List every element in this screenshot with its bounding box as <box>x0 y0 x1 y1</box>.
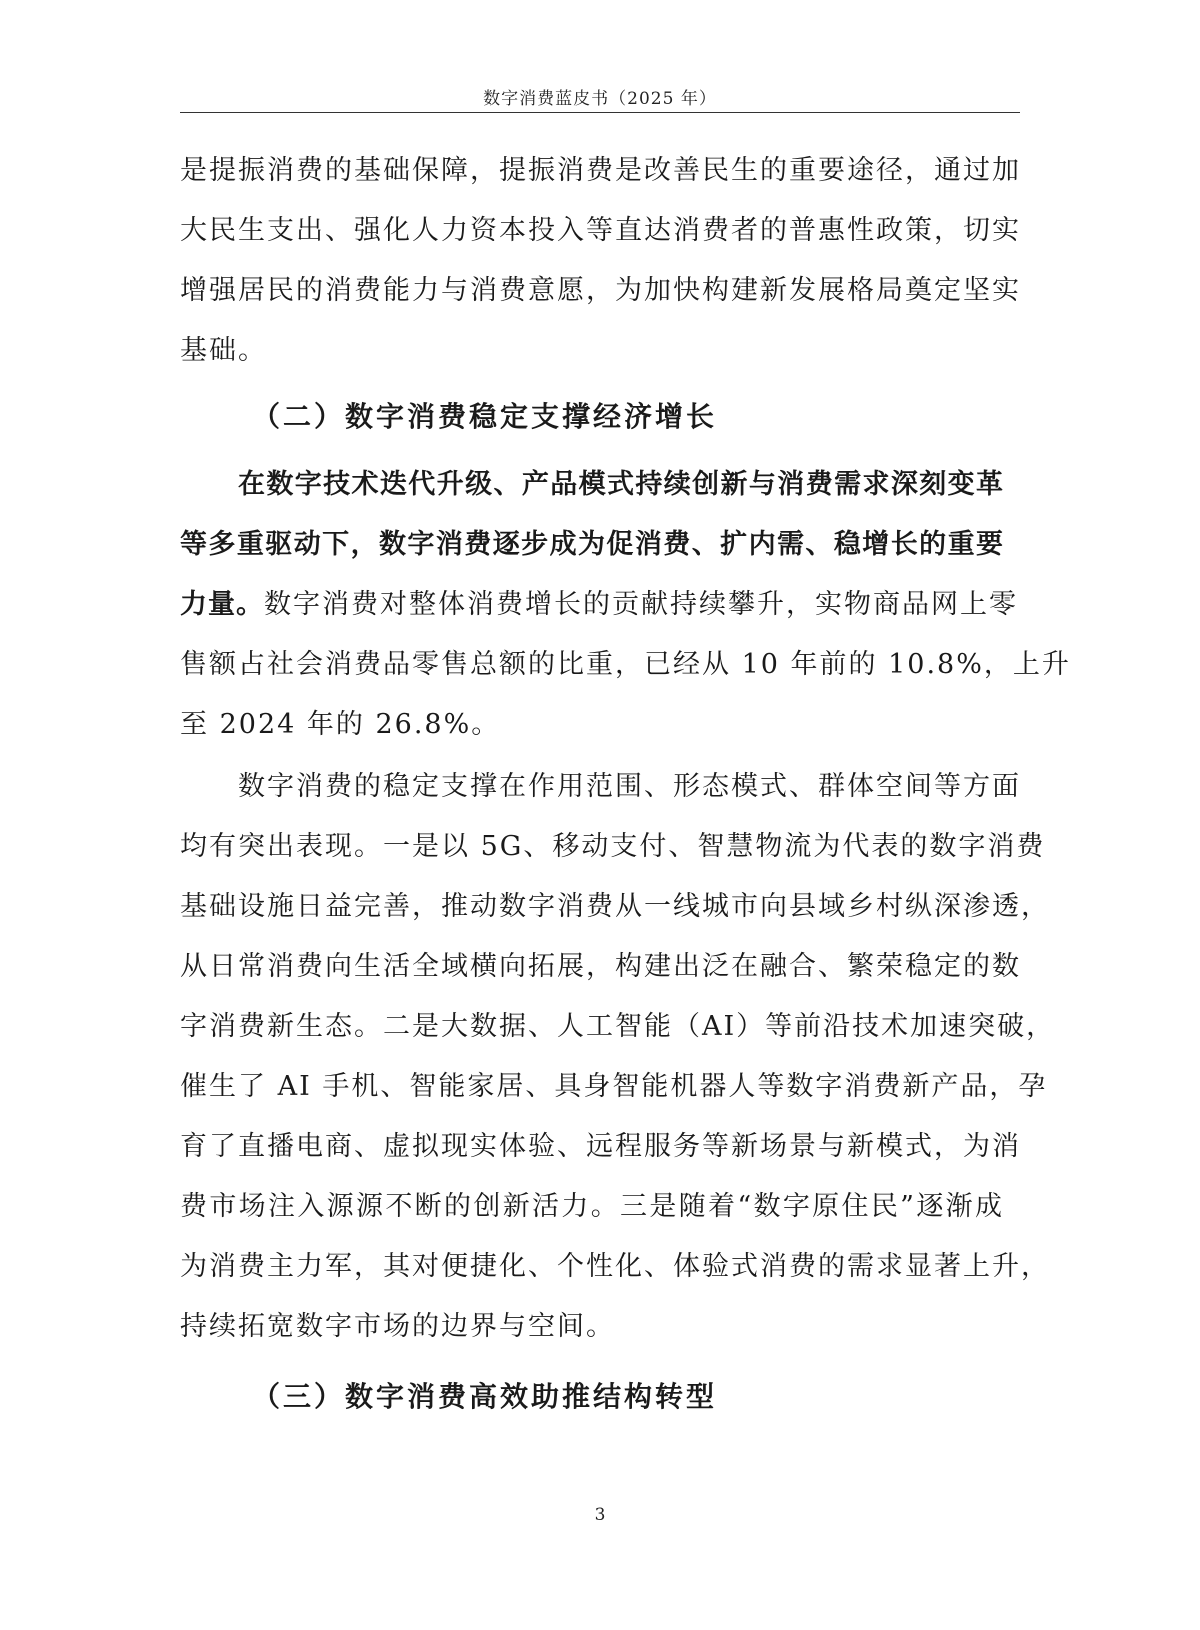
text-line: 基础。 <box>180 335 267 366</box>
text-line: 为消费主力军，其对便捷化、个性化、体验式消费的需求显著上升， <box>180 1251 1050 1282</box>
text-line: 催生了 AI 手机、智能家居、具身智能机器人等数字消费新产品，孕 <box>180 1071 1048 1102</box>
text-line: 均有突出表现。一是以 5G、移动支付、智慧物流为代表的数字消费 <box>180 831 1046 862</box>
text-line: 售额占社会消费品零售总额的比重，已经从 10 年前的 10.8%，上升 <box>180 649 1071 680</box>
text-line: 持续拓宽数字市场的边界与空间。 <box>180 1311 615 1342</box>
text-line: 增强居民的消费能力与消费意愿，为加快构建新发展格局奠定坚实 <box>180 275 1021 306</box>
text-line-bold: 等多重驱动下，数字消费逐步成为促消费、扩内需、稳增长的重要 <box>180 529 1004 560</box>
text-line: 基础设施日益完善，推动数字消费从一线城市向县域乡村纵深渗透， <box>180 891 1050 922</box>
text-line: 数字消费的稳定支撑在作用范围、形态模式、群体空间等方面 <box>238 771 1021 802</box>
section-heading-2: （二）数字消费稳定支撑经济增长 <box>252 400 718 433</box>
text-line: 大民生支出、强化人力资本投入等直达消费者的普惠性政策，切实 <box>180 215 1021 246</box>
text-line <box>180 588 1018 622</box>
text-line: 字消费新生态。二是大数据、人工智能（AI）等前沿技术加速突破， <box>180 1011 1056 1042</box>
text-line: 费市场注入源源不断的创新活力。三是随着“数字原住民”逐渐成 <box>180 1191 1004 1222</box>
section-heading-3: （三）数字消费高效助推结构转型 <box>252 1380 718 1413</box>
text-line-bold: 在数字技术迭代升级、产品模式持续创新与消费需求深刻变革 <box>238 469 1004 500</box>
page-number: 3 <box>594 1505 606 1525</box>
text-line: 是提振消费的基础保障，提振消费是改善民生的重要途径，通过加 <box>180 155 1021 186</box>
running-header: 数字消费蓝皮书（2025 年） <box>483 89 717 109</box>
bold-lead: 力量。 <box>180 589 264 620</box>
header-divider <box>180 112 1020 113</box>
text-line: 至 2024 年的 26.8%。 <box>180 709 501 740</box>
text-line: 育了直播电商、虚拟现实体验、远程服务等新场景与新模式，为消 <box>180 1131 1021 1162</box>
text-line: 从日常消费向生活全域横向拓展，构建出泛在融合、繁荣稳定的数 <box>180 951 1021 982</box>
text-run: 数字消费对整体消费增长的贡献持续攀升，实物商品网上零 <box>264 589 1018 620</box>
